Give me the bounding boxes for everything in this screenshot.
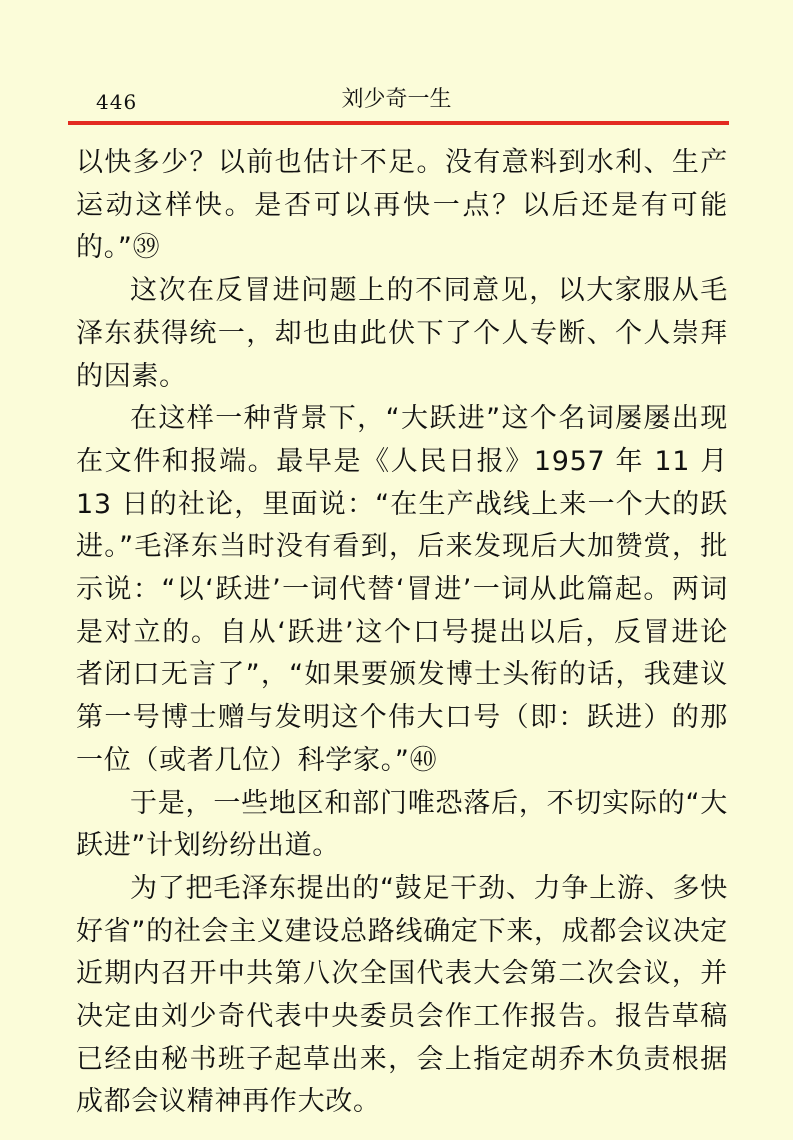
paragraph-1: 以快多少？以前也估计不足。没有意料到水利、生产运动这样快。是否可以再快一点？以后还是有可能的。”㊴: [76, 147, 728, 264]
paragraph-2: 这次在反冒进问题上的不同意见，以大家服从毛泽东获得统一，却也由此伏下了个人专断、个人崇拜的因素。: [76, 275, 728, 392]
paragraph-4: 于是，一些地区和部门唯恐落后，不切实际的“大跃进”计划纷纷出道。: [76, 787, 728, 862]
header-rule: [68, 121, 729, 125]
page-header: [0, 0, 793, 125]
paragraph-5: 为了把毛泽东提出的“鼓足干劲、力争上游、多快好省”的社会主义建设总路线确定下来，成都会议决定近期内召开中共第八次全国代表大会第二次会议，并决定由刘少奇代表中央委员会作工作报告。报告草稿已经由秘书班子起草出来，会上指定胡乔木负责根据成都会议精神再作大改。: [76, 872, 728, 1118]
body-text: [76, 142, 738, 1118]
running-title: 刘少奇一生: [341, 87, 452, 112]
paragraph-3: 在这样一种背景下，“大跃进”这个名词屡屡出现在文件和报端。最早是《人民日报》1957 年 11 月 13 日的社论，里面说：“在生产战线上来一个大的跃进。”毛泽东当时没有看到，后来发现后大加赞赏，批示说：“以‘跃进’一词代替‘冒进’一词从此篇起。两词是对立的。自从‘跃进’这个口号提出以后，反冒进论者闭口无言了”，“如果要颁发博士头衔的话，我建议第一号博士赠与发明这个伟大口号（即：跃进）的那一位（或者几位）科学家。”㊵: [76, 403, 738, 776]
page-number: 446: [96, 90, 138, 114]
